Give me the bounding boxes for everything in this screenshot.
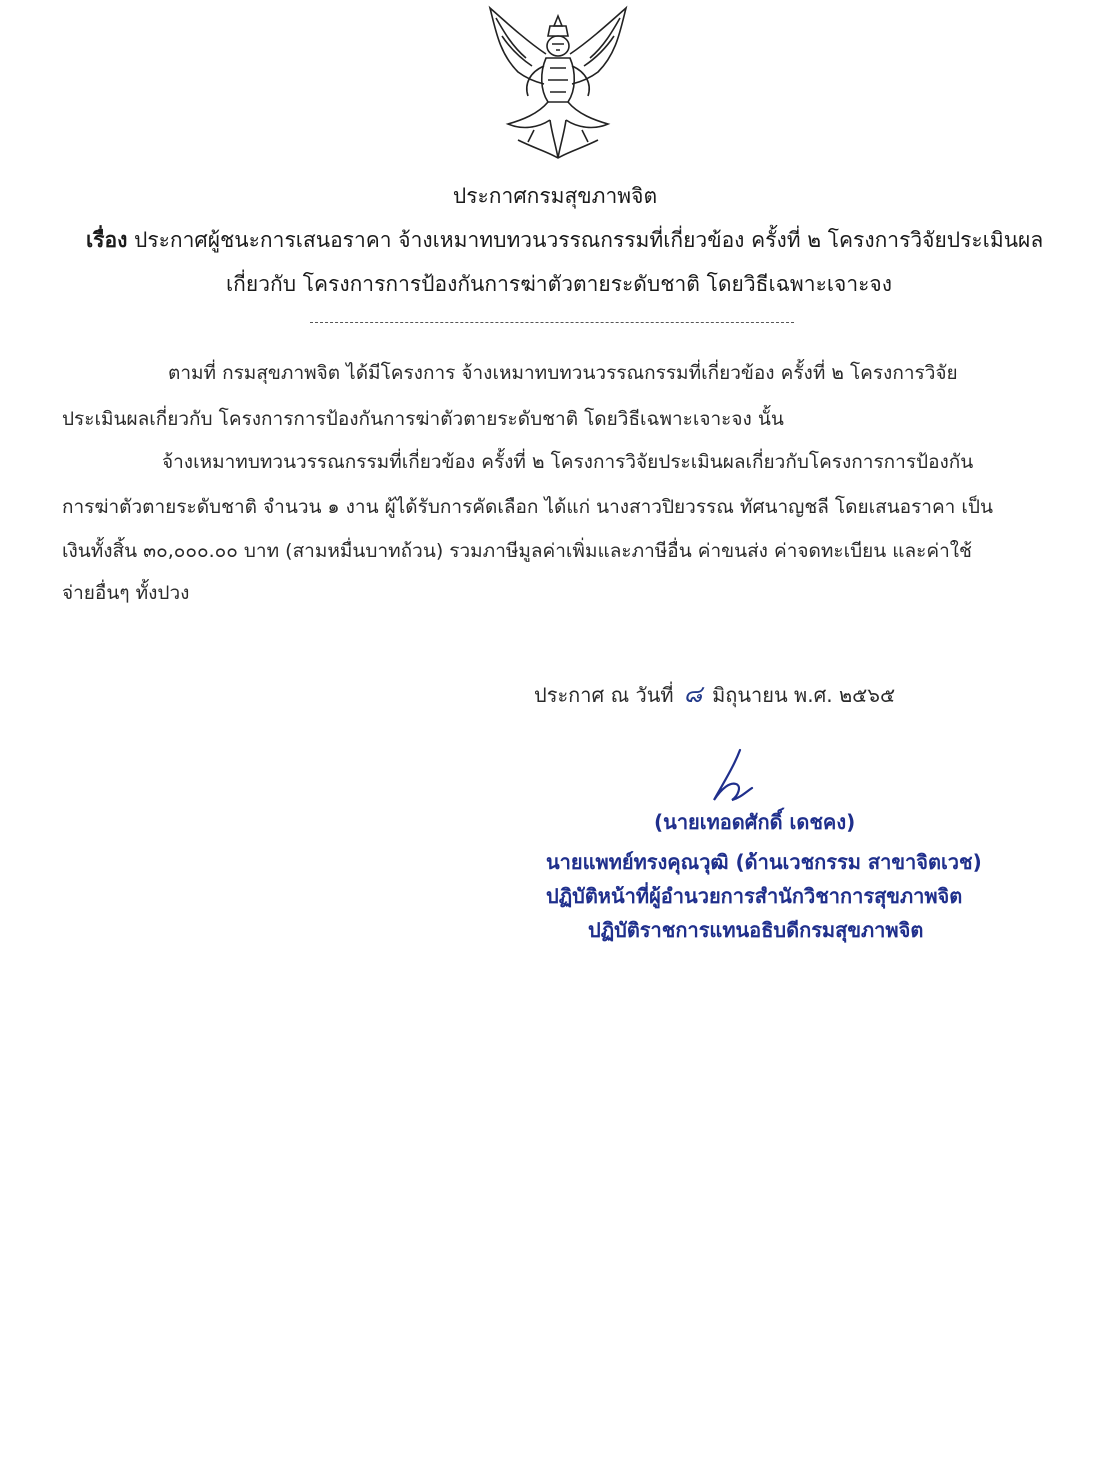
body-line-2: ประเมินผลเกี่ยวกับ โครงการการป้องกันการฆ่าตัวตายระดับชาติ โดยวิธีเฉพาะเจาะจง นั้น (62, 408, 784, 430)
signatory-position-1: นายแพทย์ทรงคุณวุฒิ (ด้านเวชกรรม สาขาจิตเวช) (546, 850, 982, 874)
body-line-1: ตามที่ กรมสุขภาพจิต ได้มีโครงการ จ้างเหมาทบทวนวรรณกรรมที่เกี่ยวข้อง ครั้งที่ ๒ โครงการวิจัย (168, 362, 958, 384)
date-month-year: มิถุนายน พ.ศ. ๒๕๖๕ (712, 683, 896, 707)
body-line-3: จ้างเหมาทบทวนวรรณกรรมที่เกี่ยวข้อง ครั้งที่ ๒ โครงการวิจัยประเมินผลเกี่ยวกับโครงการการป้องกัน (162, 451, 974, 473)
subject-line-2: เกี่ยวกับ โครงการการป้องกันการฆ่าตัวตายระดับชาติ โดยวิธีเฉพาะเจาะจง (226, 272, 892, 296)
garuda-emblem-icon (478, 2, 638, 164)
document-title: ประกาศกรมสุขภาพจิต (452, 184, 658, 208)
signatory-position-3: ปฏิบัติราชการแทนอธิบดีกรมสุขภาพจิต (588, 918, 924, 942)
signatory-name: (นายเทอดศักดิ์ เดชคง) (654, 810, 856, 834)
subject-label: เรื่อง (86, 228, 128, 252)
subject-text-1: ประกาศผู้ชนะการเสนอราคา จ้างเหมาทบทวนวรรณกรรมที่เกี่ยวข้อง ครั้งที่ ๒ โครงการวิจัยประเมินผล (134, 228, 1044, 252)
date-day: ๘ (683, 680, 703, 708)
signatory-position-2: ปฏิบัติหน้าที่ผู้อำนวยการสำนักวิชาการสุขภาพจิต (546, 884, 963, 908)
dashed-divider (310, 322, 794, 323)
handwritten-signature-icon (700, 748, 760, 806)
date-prefix: ประกาศ ณ วันที่ (534, 683, 674, 707)
subject-line-1 (86, 224, 1043, 257)
body-line-6: จ่ายอื่นๆ ทั้งปวง (62, 582, 190, 604)
body-line-4: การฆ่าตัวตายระดับชาติ จำนวน ๑ งาน ผู้ได้รับการคัดเลือก ได้แก่ นางสาวปิยวรรณ ทัศนาญชลี โดยเสนอราคา เป็น (62, 496, 993, 518)
body-line-5: เงินทั้งสิ้น ๓๐,๐๐๐.๐๐ บาท (สามหมื่นบาทถ้วน) รวมภาษีมูลค่าเพิ่มและภาษีอื่น ค่าขนส่ง ค่าจดทะเบียน และค่าใช้ (62, 540, 972, 562)
announcement-date (534, 674, 895, 713)
